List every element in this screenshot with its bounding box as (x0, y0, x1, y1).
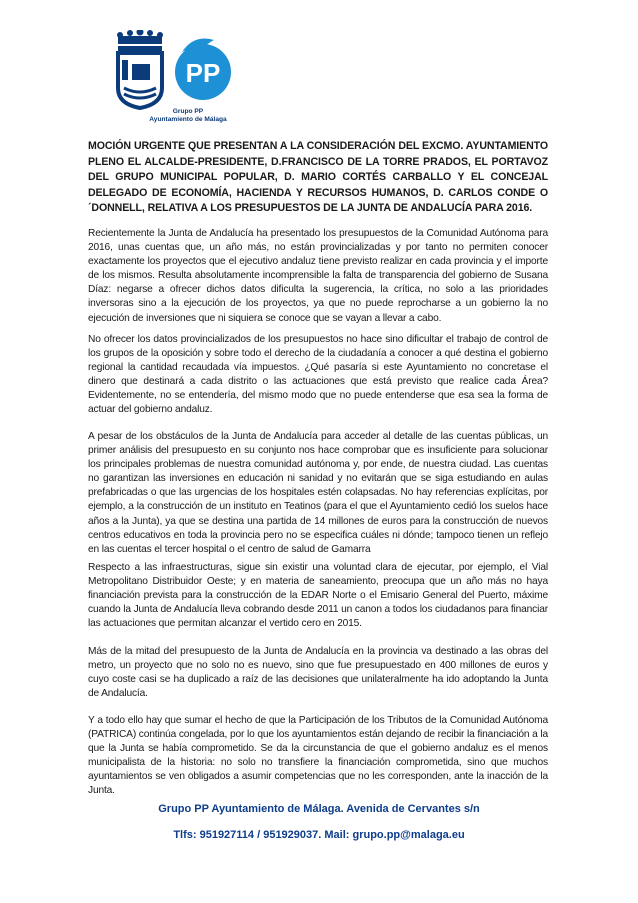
paragraph-1: Recientemente la Junta de Andalucía ha presentado los presupuestos de la Comunidad Autónoma para 2016, unas cuentas que, un año más, no están provincializadas y por tanto no permiten conocer exactamente los proyectos que el ejecutivo andaluz tiene previsto realizar en cada provincia y el importe de los mismos. Resulta absolutamente incomprensible la falta de transparencia del gobierno de Susana Díaz: negarse a ofrecer dichos datos dificulta la sugerencia, la crítica, no solo a las prioridades inversoras sino a la ejecución de los proyectos, ya que no puede reprocharse a un gobierno la no ejecución de inversiones que ni siquiera se conoce que se vayan a llevar a cabo. (88, 228, 548, 324)
footer-address: Grupo PP Ayuntamiento de Málaga. Avenida de Cervantes s/n (158, 803, 480, 815)
paragraph-4: Respecto a las infraestructuras, sigue sin existir una voluntad clara de ejecutar, por ejemplo, el Vial Metropolitano Distribuidor Oeste; y en materia de saneamiento, preocupa que un año más no haya financiación prevista para la construcción de la EDAR Norte o el Emisario General del Puerto, máxime cuando la Junta de Andalucía lleva cobrando desde 2011 un canon a todos los ciudadanos para financiar las actuaciones que permitan alcanzar el vertido cero en 2015. (88, 562, 548, 630)
document-title: MOCIÓN URGENTE QUE PRESENTAN A LA CONSIDERACIÓN DEL EXCMO. AYUNTAMIENTO PLENO EL ALCALDE-PRESIDENTE, D.FRANCISCO DE LA TORRE PRADOS, EL PORTAVOZ DEL GRUPO MUNICIPAL POPULAR, D. MARIO CORTÉS CARBALLO Y EL CONCEJAL DELEGADO DE ECONOMÍA, HACIENDA Y RECURSOS HUMANOS, D. CARLOS CONDE O´DONNELL, RELATIVA A LOS PRESUPUESTOS DE LA JUNTA DE ANDALUCÍA PARA 2016. (88, 140, 548, 215)
paragraph-2: No ofrecer los datos provincializados de los presupuestos no hace sino dificultar el trabajo de control de los grupos de la oposición y sobre todo el derecho de la ciudadanía a conocer a qué destina el gobierno regional la cantidad recaudada vía impuestos. ¿Qué pasaría si este Ayuntamiento no concretase el dinero que destinará a cada distrito o las actuaciones que está previsto que realice cada Área? Evidentemente, no se entendería, del mismo modo que no puede entenderse que esa sea la forma de actuar del gobierno andaluz. (88, 334, 548, 416)
paragraph-5: Más de la mitad del presupuesto de la Junta de Andalucía en la provincia va destinado a las obras del metro, un proyecto que no solo no es nuevo, sino que fue presupuestado en 400 millones de euros y cuyo coste casi se ha duplicado a raíz de las decisiones que unilateralmente ha ido adoptando la Junta de Andalucía. (88, 646, 548, 700)
paragraph-3: A pesar de los obstáculos de la Junta de Andalucía para acceder al detalle de las cuentas públicas, un primer análisis del presupuesto en su conjunto nos hace comprobar que es insuficiente para solucionar los principales problemas de nuestra comunidad autónoma y, por ende, de nuestra ciudad. Las cuentas no garantizan las inversiones en educación ni sanidad y no evitarán que se siga estudiando en aulas prefabricadas o que las urgencias de los hospitales estén colapsadas. No hay referencias explícitas, por ejemplo, a la construcción de un instituto en Teatinos (para el que el Ayuntamiento cedió los suelos hace años a la Junta), ya que se destina una partida de 14 millones de euros para la construcción de nuevos centros educativos en toda la provincia pero no se especifica cuáles ni dónde; tampoco tienen un reflejo en las cuentas el tercer hospital o el centro de salud de Gamarra (88, 431, 548, 555)
malaga-crest-icon (110, 30, 240, 110)
logo-group-name: Grupo PP (172, 108, 204, 115)
paragraph-6: Y a todo ello hay que sumar el hecho de que la Participación de los Tributos de la Comunidad Autónoma (PATRICA) continúa congelada, por lo que los ayuntamientos están dejando de recibir la financiación a la que la Junta se había comprometido. Se da la circunstancia de que el gobierno andaluz es el menos municipalista de la historia: no solo no transfiere la financiación comprometida, sino que muchos ayuntamientos se ven obligados a asumir competencias que no les corresponden, ante la inacción de la Junta. (88, 715, 548, 797)
pp-logo-mark: PP (185, 58, 221, 88)
logo-caption (128, 108, 248, 124)
footer-contact: Tlfs: 951927114 / 951929037. Mail: grupo.pp@malaga.eu (173, 829, 465, 841)
logo-city-name: Ayuntamiento de Málaga (149, 116, 227, 123)
